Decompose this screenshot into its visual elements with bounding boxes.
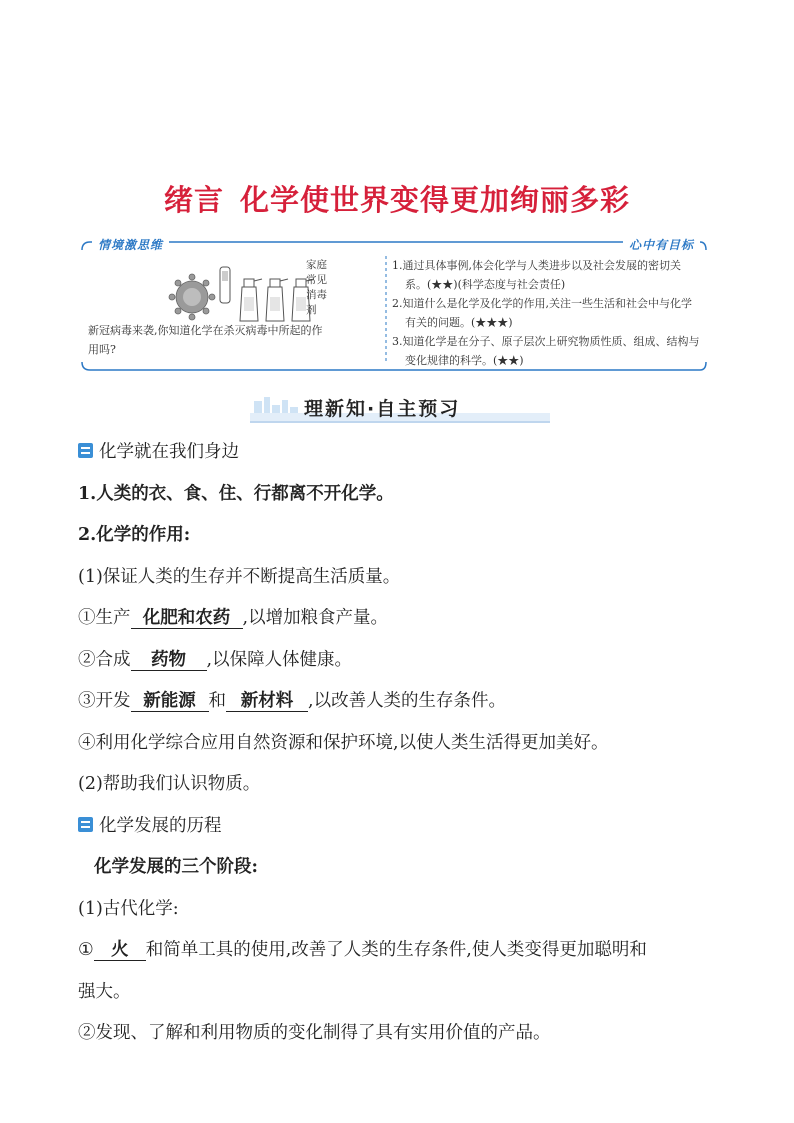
goal-item: 2.知道什么是化学及化学的作用,关注一些生活和社会中与化学有关的问题。(★★★) — [392, 297, 692, 329]
paragraph: 强大。 — [78, 982, 131, 1002]
paragraph-with-blank — [78, 936, 647, 961]
intro-box — [80, 236, 708, 376]
paragraph-with-blank — [78, 687, 506, 712]
text: ,以增加粮食产量。 — [242, 608, 389, 628]
text: ③开发 — [78, 691, 131, 711]
paragraph-with-blank — [78, 604, 388, 629]
paragraph: 2.化学的作用: — [78, 525, 191, 545]
heading-text: 化学发展的历程 — [99, 816, 222, 836]
answer-blank: 火 — [94, 940, 146, 961]
page-title — [0, 178, 794, 219]
paragraph: ②发现、了解和利用物质的变化制得了具有实用价值的产品。 — [78, 1023, 551, 1043]
text: ,以保障人体健康。 — [206, 650, 353, 670]
scenario-line1: 新冠病毒来袭,你知道化学在杀灭病毒中所起的作 — [88, 324, 323, 337]
learning-goals — [392, 256, 702, 370]
section-banner — [250, 393, 550, 423]
answer-blank: 新材料 — [226, 691, 308, 712]
badge-scenario: 情境激思维 — [92, 236, 169, 254]
section-heading-2 — [78, 812, 222, 837]
paragraph: ④利用化学综合应用自然资源和保护环境,以使人类生活得更加美好。 — [78, 733, 609, 753]
text: 和 — [208, 691, 226, 711]
title-prefix: 绪言 — [163, 183, 224, 217]
goal-item: 3.知道化学是在分子、原子层次上研究物质性质、组成、结构与变化规律的科学。(★★) — [392, 335, 700, 367]
answer-blank: 药物 — [131, 650, 207, 671]
paragraph: (1)古代化学: — [78, 899, 179, 919]
section-heading-1 — [78, 438, 239, 463]
list-heading-icon — [78, 817, 93, 832]
paragraph: 化学发展的三个阶段: — [94, 857, 258, 877]
scene-caption: 家庭常见消毒剂 — [306, 259, 327, 316]
scenario-question — [88, 321, 388, 359]
paragraph: 1.人类的衣、食、住、行都离不开化学。 — [78, 484, 394, 504]
title-main: 化学使世界变得更加绚丽多彩 — [240, 183, 631, 217]
goal-item: 1.通过具体事例,体会化学与人类进步以及社会发展的密切关系。(★★)(科学态度与社会责任) — [392, 259, 681, 291]
paragraph: (2)帮助我们认识物质。 — [78, 774, 261, 794]
section-banner-label: 理新知·自主预习 — [304, 398, 461, 420]
text: ①生产 — [78, 608, 131, 628]
scene-illustration — [164, 257, 332, 323]
paragraph-with-blank — [78, 646, 352, 671]
scenario-line2: 用吗? — [88, 343, 116, 356]
answer-blank: 化肥和农药 — [131, 608, 243, 629]
text: ,以改善人类的生存条件。 — [308, 691, 507, 711]
heading-text: 化学就在我们身边 — [99, 442, 239, 462]
answer-blank: 新能源 — [131, 691, 209, 712]
text: 和简单工具的使用,改善了人类的生存条件,使人类变得更加聪明和 — [145, 940, 647, 960]
list-heading-icon — [78, 443, 93, 458]
text: ②合成 — [78, 650, 131, 670]
badge-goals: 心中有目标 — [623, 236, 700, 254]
paragraph: (1)保证人类的生存并不断提高生活质量。 — [78, 567, 401, 587]
text: ① — [78, 940, 94, 960]
